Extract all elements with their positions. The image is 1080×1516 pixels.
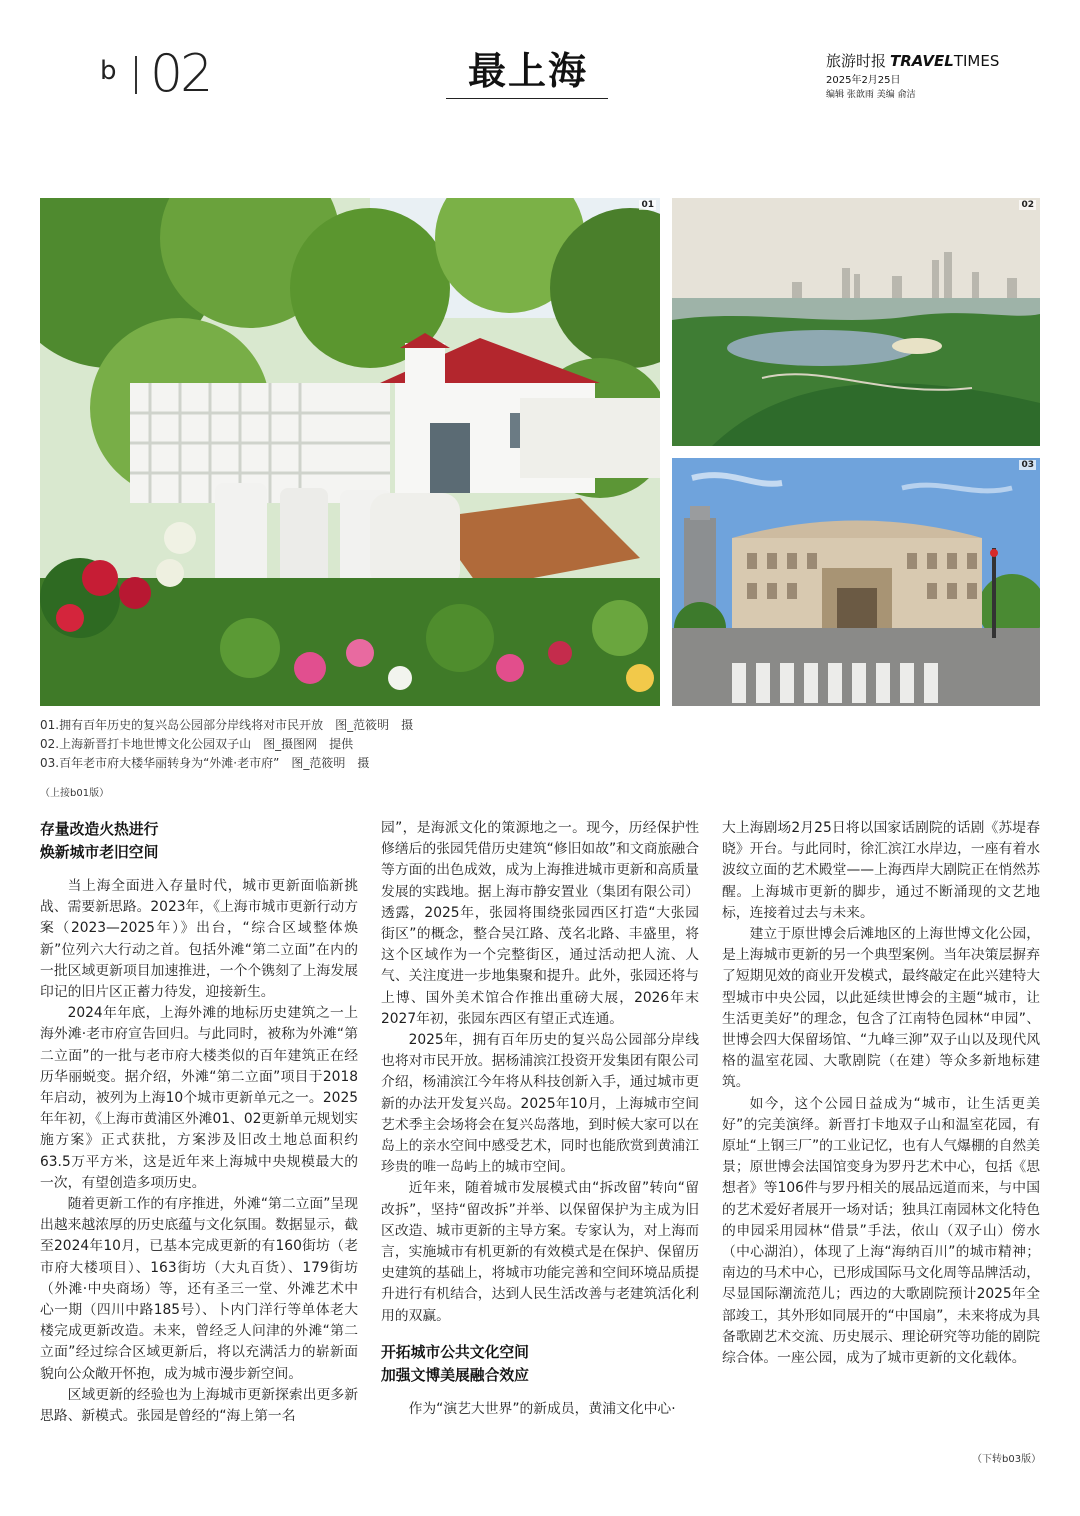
subheading-2-line1: 开拓城市公共文化空间 bbox=[381, 1343, 529, 1361]
subheading-1-line1: 存量改造火热进行 bbox=[40, 821, 159, 838]
paragraph: 随着更新工作的有序推进，外滩“第二立面”呈现出越来越浓厚的历史底蕴与文化氛围。数据显示，截至2024年10月，已基本完成更新的有160街坊（老市府大楼项目）、163街坊（大丸百货）、179街坊（外滩·中央商场）等，还有圣三一堂、外滩艺术中心一期（四川中路185号）、卜内门洋行等单体老大楼完成更新改造。未来，曾经乏人问津的外滩“第二立面”经过综合区域更新后，将以充满活力的崭新面貌向公众敞开怀抱，成为城市漫步新空间。 bbox=[40, 1196, 358, 1382]
page-number: 02 bbox=[150, 44, 211, 104]
page-title: 最上海 bbox=[467, 49, 588, 93]
subheading-1-line2: 焕新城市老旧空间 bbox=[40, 844, 159, 861]
paragraph: 大上海剧场2月25日将以国家话剧院的话剧《苏堤春晓》开台。与此同时，徐汇滨江水岸边，一座有着水波纹立面的艺术殿堂——上海西岸大剧院正在悄然苏醒。上海城市更新的脚步，通过不断涌现的文艺地标，连接着过去与未来。 bbox=[722, 820, 1040, 921]
continued-from-note: （上接b01版） bbox=[40, 788, 110, 799]
photo-number-02: 02 bbox=[1021, 200, 1034, 210]
newspaper-name-en-bold: TRAVEL bbox=[890, 52, 954, 70]
paragraph: 建立于原世博会后滩地区的上海世博文化公园，是上海城市更新的另一个典型案例。当年决策层摒弃了短期见效的商业开发模式，最终敲定在此兴建特大型城市中央公园，以此延续世博会的主题“城市，让生活更美好”的理念，包含了江南特色园林“申园”、世博会四大保留场馆、“九峰三泖”双子山以及现代风格的温室花园、大歌剧院（在建）等众多新地标建筑。 bbox=[722, 926, 1040, 1091]
photo-fuxing-island-park bbox=[40, 198, 660, 706]
paragraph: 当上海全面进入存量时代，城市更新面临新挑战、需要新思路。2023年，《上海市城市更新行动方案（2023—2025年）》出台，“综合区域整体焕新”位列六大行动之首。包括外滩“第二立面”在内的一批区域更新项目加速推进，一个个镌刻了上海发展印记的旧片区正蓄力待发，迎接新生。 bbox=[40, 878, 358, 1001]
title-underline bbox=[446, 98, 608, 99]
photo-number-03: 03 bbox=[1021, 460, 1034, 470]
paragraph: 区域更新的经验也为上海城市更新探索出更多新思路、新模式。张园是曾经的“海上第一名 bbox=[40, 1386, 358, 1425]
photo-caption-02: 02.上海新晋打卡地世博文化公园双子山 图_摄图网 提供 bbox=[40, 737, 354, 751]
paragraph: 如今，这个公园日益成为“城市，让生活更美好”的完美演绎。新晋打卡地双子山和温室花园，有原址“上钢三厂”的工业记忆，也有人气爆棚的自然美景；原世博会法国馆变身为罗丹艺术中心，包括《思想者》等106件与罗丹相关的展品远道而来，与中国的艺术爱好者展开一场对话；独具江南园林文化特色的申园采用园林“借景”手法，依山（双子山）傍水（中心湖泊），体现了上海“海纳百川”的城市精神；南边的马术中心，已形成国际马文化周等品牌活动，尽显国际潮流范儿；西边的大歌剧院预计2025年全部竣工，其外形如同展开的“中国扇”，未来将成为具备歌剧艺术交流、历史展示、理论研究等功能的剧院综合体。一座公园，成为了城市更新的文化载体。 bbox=[722, 1095, 1040, 1367]
paragraph: 2025年，拥有百年历史的复兴岛公园部分岸线也将对市民开放。据杨浦滨江投资开发集团有限公司介绍，杨浦滨江今年将从科技创新入手，通过城市更新的办法开发复兴岛。2025年10月，上海城市空间艺术季主会场将会在复兴岛落地，到时候大家可以在岛上的亲水空间中感受艺术，同时也能欣赏到黄浦江珍贵的唯一岛屿上的城市空间。 bbox=[381, 1032, 699, 1176]
continued-to-note: （下转b03版） bbox=[972, 1454, 1042, 1465]
newspaper-name-cn: 旅游时报 bbox=[826, 52, 887, 70]
photo-bund-old-municipal-building bbox=[672, 458, 1040, 706]
paragraph: 作为“演艺大世界”的新成员，黄浦文化中心· bbox=[408, 1400, 676, 1417]
newspaper-name bbox=[826, 50, 999, 71]
photo-number-01: 01 bbox=[641, 200, 654, 210]
photo-expo-culture-park bbox=[672, 198, 1040, 446]
article-column-3 bbox=[722, 818, 1040, 1369]
paragraph: 2024年年底，上海外滩的地标历史建筑之一上海外滩·老市府宣告回归。与此同时，被称为外滩“第二立面”的一批与老市府大楼类似的百年建筑正在经历华丽蜕变。据介绍，外滩“第二立面”项目于2018年启动，被列为上海10个城市更新单元之一。2025年年初，《上海市黄浦区外滩01、02更新单元规划实施方案》正式获批，方案涉及旧改土地总面积约63.5万平方米，这是近年来上海城中央规模最大的一次，有望创造多项历史。 bbox=[40, 1005, 358, 1191]
header-divider bbox=[135, 56, 137, 94]
article-column-1 bbox=[40, 818, 358, 1427]
photo-caption-01: 01.拥有百年历史的复兴岛公园部分岸线将对市民开放 图_范筱明 摄 bbox=[40, 718, 414, 732]
article-column-2 bbox=[381, 818, 699, 1420]
issue-date: 2025年2月25日 bbox=[826, 75, 901, 86]
editor-credits: 编辑 张歆雨 美编 俞洁 bbox=[826, 90, 916, 100]
subheading-2-line2: 加强文博美展融合效应 bbox=[381, 1366, 529, 1384]
photo-caption-03: 03.百年老市府大楼华丽转身为“外滩·老市府” 图_范筱明 摄 bbox=[40, 756, 370, 770]
newspaper-name-en: TIMES bbox=[953, 52, 1000, 70]
paragraph: 园”，是海派文化的策源地之一。现今，历经保护性修缮后的张园凭借历史建筑“修旧如故”和文商旅融合等方面的出色成效，成为上海推进城市更新和高质量发展的实践地。据上海市静安置业（集团有限公司）透露，2025年，张园将围绕张园西区打造“大张园街区”的概念，整合吴江路、茂名北路、丰盛里，将这个区域作为一个完整街区，通过活动把人流、人气、关注度进一步地集聚和提升。此外，张园还将与上博、国外美术馆合作推出重磅大展，2026年末2027年初，张园东西区有望正式连通。 bbox=[381, 820, 699, 1027]
section-letter: b bbox=[100, 56, 117, 86]
paragraph: 近年来，随着城市发展模式由“拆改留”转向“留改拆”，坚持“留改拆”并举、以保留保护为主成为旧区改造、城市更新的主导方案。专家认为，对上海而言，实施城市有机更新的有效模式是在保护、保留历史建筑的基础上，将城市功能完善和空间环境品质提升进行有机结合，达到人民生活改善与老建筑活化利用的双赢。 bbox=[381, 1180, 699, 1324]
